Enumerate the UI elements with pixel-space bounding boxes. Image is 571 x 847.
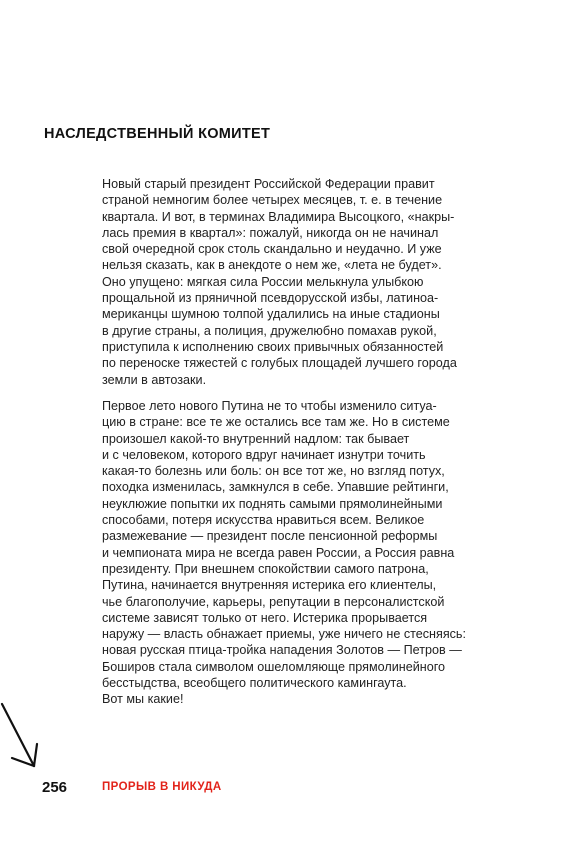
text-line: Новый старый президент Российской Федерации правит xyxy=(102,177,435,191)
text-line: страной немногим более четырех месяцев, т. е. в течение xyxy=(102,193,443,208)
text-line: в другие страны, а полиция, дружелюбно помахав рукой, xyxy=(102,323,437,338)
text-line: и с человеком, которого вдруг начинает изнутри точить xyxy=(102,447,426,462)
text-line: походка изменилась, замкнулся в себе. Упавшие рейтинги, xyxy=(102,480,449,495)
arrow-down-right-icon xyxy=(0,700,40,772)
text-line: Оно упущено: мягкая сила России мелькнула улыбкою xyxy=(102,274,424,289)
text-line: приступила к исполнению своих привычных обязанностей xyxy=(102,339,444,354)
text-line: Путина, начинается внутренняя истерика его клиентелы, xyxy=(102,578,437,593)
page-number: 256 xyxy=(42,779,68,796)
text-line: президенту. При внешнем спокойствии самого патрона, xyxy=(102,561,429,576)
text-line: системе зависят только от него. Истерика прорывается xyxy=(102,610,428,625)
text-line: Боширов стала символом ошеломляюще прямолинейного xyxy=(102,659,446,674)
text-line: размежевание — президент после пенсионной реформы xyxy=(102,529,438,544)
text-line: способами, потеря искусства нравиться всем. Великое xyxy=(102,513,425,528)
text-line: земли в автозаки. xyxy=(102,372,207,387)
text-line: по переноске тяжестей с голубых площадей лучшего города xyxy=(102,356,457,371)
section-heading: НАСЛЕДСТВЕННЫЙ КОМИТЕТ xyxy=(44,126,271,142)
paragraph-2 xyxy=(102,398,492,708)
text-line: квартала. И вот, в терминах Владимира Высоцкого, «накры- xyxy=(102,209,455,224)
text-line: Первое лето нового Путина не то чтобы изменило ситуа- xyxy=(102,399,437,413)
text-line: свой очередной срок столь скандально и неудачно. И уже xyxy=(102,242,442,257)
text-line: чье благополучие, карьеры, репутации в персоналистской xyxy=(102,594,445,609)
text-line: неуклюжие попытки их поднять самыми прямолинейными xyxy=(102,496,443,511)
text-line: бесстыдства, всеобщего политического камингаута. xyxy=(102,676,407,691)
text-line: лась премия в квартал»: пожалуй, никогда он не начинал xyxy=(102,225,439,240)
text-line: мериканцы шумною толпой удалились на иные стадионы xyxy=(102,307,440,322)
text-line: наружу — власть обнажает приемы, уже ничего не стесняясь: xyxy=(102,627,466,642)
text-line: прощальной из пряничной псевдорусской избы, латиноа- xyxy=(102,291,439,306)
text-line: Вот мы какие! xyxy=(102,692,184,707)
text-line: цию в стране: все те же остались все там же. Но в системе xyxy=(102,415,450,430)
text-line: новая русская птица-тройка нападения Золотов — Петров — xyxy=(102,643,462,658)
running-title: ПРОРЫВ В НИКУДА xyxy=(102,781,222,793)
text-line: и чемпионата мира не всегда равен России, а Россия равна xyxy=(102,545,455,560)
text-line: какая-то болезнь или боль: он все тот же, но взгляд потух, xyxy=(102,464,445,479)
text-line: произошел какой-то внутренний надлом: так бывает xyxy=(102,431,410,446)
text-line: нельзя сказать, как в анекдоте о нем же, «лета не будет». xyxy=(102,258,442,273)
paragraph-1 xyxy=(102,176,492,388)
